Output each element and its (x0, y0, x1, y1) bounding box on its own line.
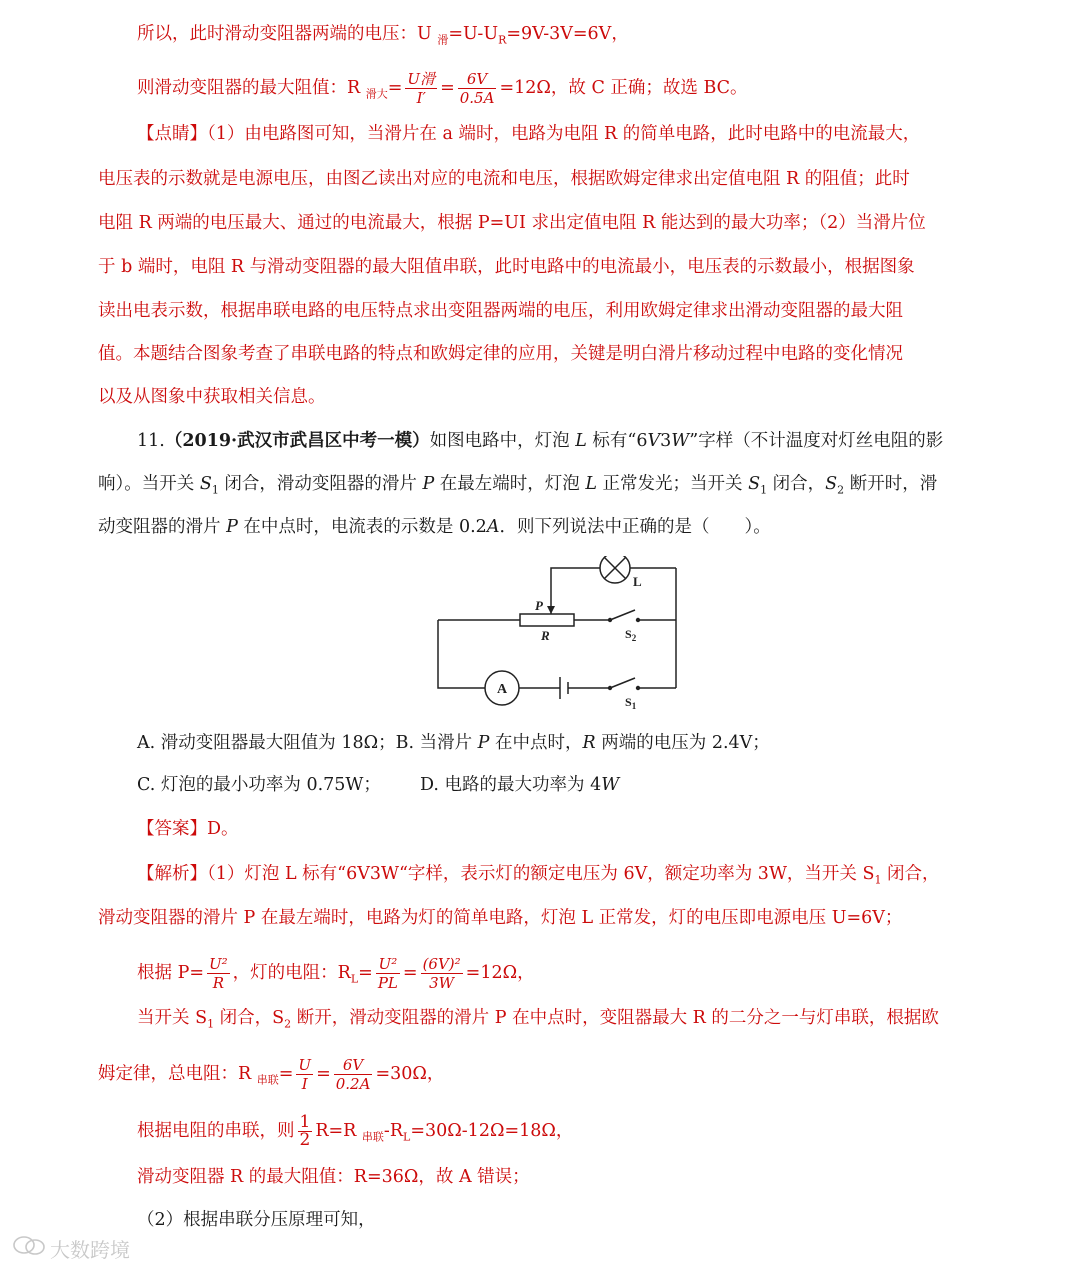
fraction: $\frac{\text{U²}}{R}$ (209, 955, 228, 992)
fraction: $\frac{1}{2}$ (299, 1112, 311, 1150)
answer-line: 【答案】D。 (137, 819, 239, 839)
analysis-line: 滑动变阻器的滑片 P 在最左端时，电路为灯的简单电路，灯泡 L 正常发，灯的电压即电源电压 U=6V； (98, 908, 903, 928)
question-line: 11.（2019·武汉市武昌区中考一模）如图电路中，灯泡 L 标有“6V3W”字样（不计温度对灯丝电阻的影 (137, 431, 944, 451)
fraction: $\frac{\text{U²}}{PL}$ (377, 955, 398, 992)
options-line (137, 731, 770, 755)
dianjing-line: 于 b 端时，电阻 R 与滑动变阻器的最大阻值串联，此时电路中的电流最小，电压表的示数最小，根据图象 (98, 257, 915, 277)
switch-s2-label: $S_2$ (625, 627, 637, 643)
fraction: $\frac{\text{(6V)²}}{3W}$ (422, 955, 461, 992)
dianjing-line: 【点睛】（1）由电路图可知，当滑片在 a 端时，电路为电阻 R 的简单电路，此时电路中的电流最大， (137, 124, 921, 144)
dianjing-line: 以及从图象中获取相关信息。 (98, 387, 326, 407)
circuit-diagram (420, 556, 700, 716)
option-a: A. 滑动变阻器最大阻值为 18Ω； (137, 733, 396, 753)
analysis-line: （2）根据串联分压原理可知， (137, 1210, 376, 1230)
option-c: C. 灯泡的最小功率为 0.75W； (137, 775, 381, 795)
fraction: $\frac{U}{I}$ (298, 1056, 312, 1093)
analysis-line: 滑动变阻器 R 的最大阻值：R=36Ω，故 A 错误； (137, 1167, 530, 1187)
slider-label: P (535, 598, 543, 613)
wechat-logo-icon (12, 1235, 50, 1262)
option-d: D. 电路的最大功率为 4W (420, 775, 620, 795)
dianjing-line: 电压表的示数就是电源电压，由图乙读出对应的电流和电压，根据欧姆定律求出定值电阻 R 的阻值；此时 (98, 169, 910, 189)
ammeter-label: A (497, 682, 508, 697)
fraction: $\frac{6V}{0.5A}$ (459, 70, 495, 107)
options-line (137, 773, 381, 797)
analysis-line-formula: 根据电阻的串联，则 $\frac{1}{2}$ R=R $_{串联}-R_L=30\Omega-12\Omega=18\Omega$， (137, 1112, 574, 1150)
question-line: 响）。当开关 $S_1$ 闭合，滑动变阻器的滑片 P 在最左端时，灯泡 L 正常发光；当开关 $S_1$ 闭合，$S_2$ 断开时，滑 (98, 474, 938, 497)
analysis-line-formula: 根据 P= $\frac{\text{U²}}{R}$ ，灯的电阻：$R_L=$ $\frac{\text{U²}}{PL}$ = $\frac{\text{(6V)²}}{3W}$ =12Ω， (137, 955, 535, 992)
dianjing-line: 读出电表示数，根据串联电路的电压特点求出变阻器两端的电压，利用欧姆定律求出滑动变阻器的最大阻 (98, 301, 903, 321)
resistor-label: R (541, 628, 550, 643)
analysis-line-formula: 姆定律，总电阻：R $_{串联}$= $\frac{U}{I}$ = $\frac{6V}{0.2A}$ =30Ω， (98, 1056, 445, 1093)
fraction: $\frac{\text{U滑}}{I'}$ (407, 70, 436, 107)
dianjing-line: 值。本题结合图象考查了串联电路的特点和欧姆定律的应用，关键是明白滑片移动过程中电路的变化情况 (98, 344, 903, 364)
option-b: B. 当滑片 P 在中点时，R 两端的电压为 2.4V； (395, 733, 770, 753)
analysis-line: 当开关 $S_1$ 闭合，$S_2$ 断开，滑动变阻器的滑片 P 在中点时，变阻器最大 R 的二分之一与灯串联，根据欧 (137, 1008, 939, 1031)
analysis-line: 【解析】（1）灯泡 L 标有“6V3W“字样，表示灯的额定电压为 6V，额定功率为 3W，当开关 $S_1$ 闭合， (137, 864, 940, 887)
watermark: 大数跨境 (12, 1234, 130, 1263)
switch-s1-label: $S_1$ (625, 695, 637, 711)
text-line: 所以，此时滑动变阻器两端的电压：U $_滑=U-U_R=9V-3V=6V$， (137, 24, 629, 47)
question-line: 动变阻器的滑片 P 在中点时，电流表的示数是 0.2A．则下列说法中正确的是（ ）。 (98, 517, 771, 537)
text-line-formula: 则滑动变阻器的最大阻值：R $_{滑大}$= $\frac{\text{U滑}}{I'}$ = $\frac{6V}{0.5A}$ =12Ω，故 C 正确；故选 BC。 (137, 70, 748, 107)
lamp-label: L (633, 574, 642, 589)
dianjing-line: 电阻 R 两端的电压最大、通过的电流最大，根据 P=UI 求出定值电阻 R 能达到的最大功率；（2）当滑片位 (98, 213, 926, 233)
fraction: $\frac{6V}{0.2A}$ (335, 1056, 371, 1093)
slider-arrow (547, 606, 555, 614)
